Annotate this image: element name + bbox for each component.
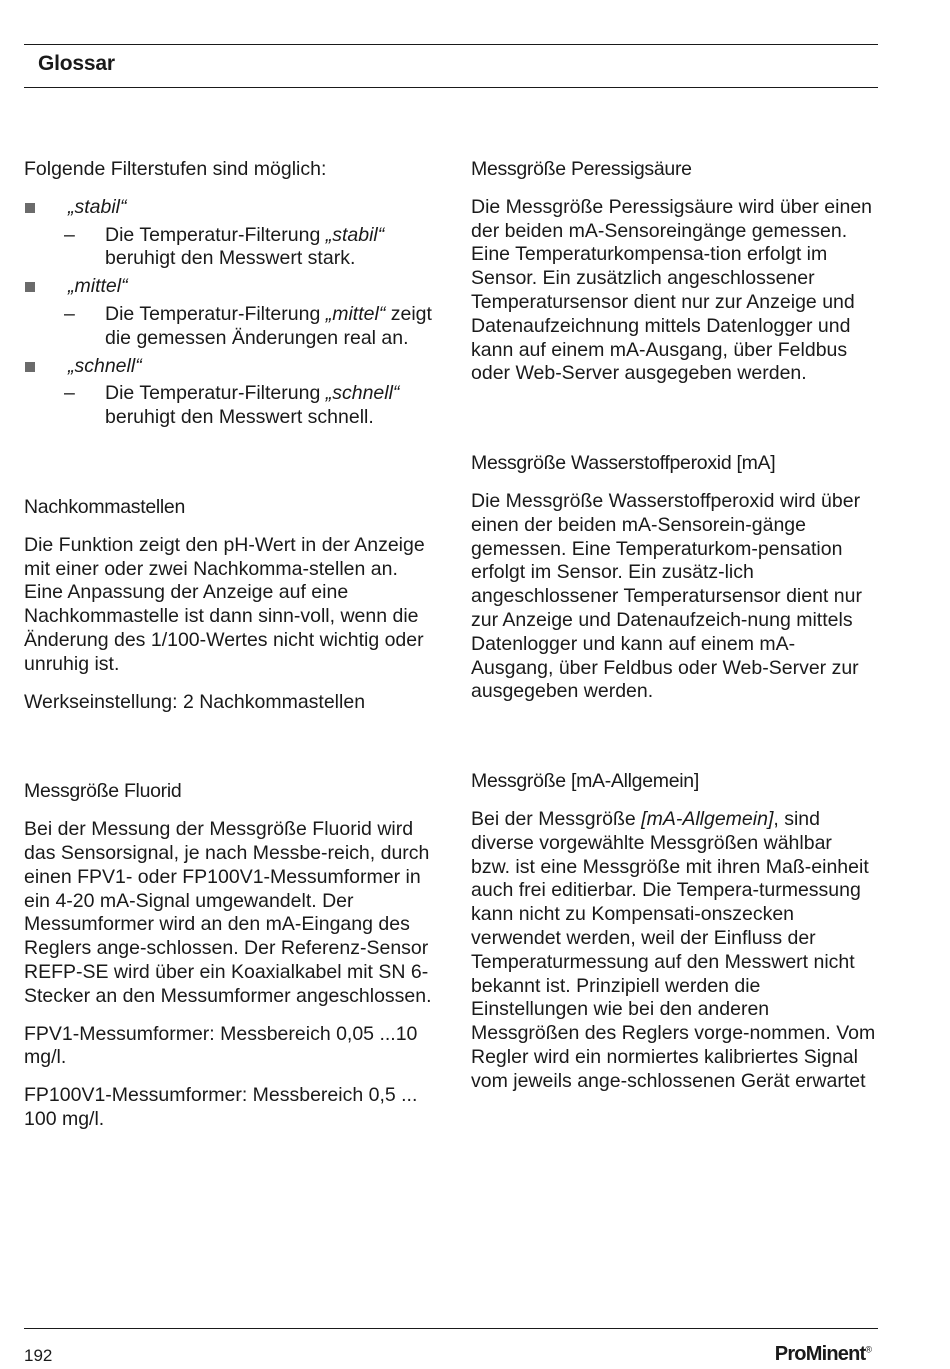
heading-fluorid: Messgröße Fluorid <box>24 780 182 803</box>
header-rule-top <box>24 44 878 45</box>
dash-bullet-icon: – <box>64 302 75 325</box>
heading-ma-allgemein: Messgröße [mA-Allgemein] <box>471 770 699 793</box>
filter-list <box>24 196 434 430</box>
nachkommastellen-default: Werkseinstellung: 2 Nachkommastellen <box>24 690 366 713</box>
square-bullet-icon <box>25 203 35 213</box>
dash-bullet-icon: – <box>64 223 75 246</box>
filter-intro: Folgende Filterstufen sind möglich: <box>24 158 327 180</box>
page-title: Glossar <box>38 52 115 75</box>
square-bullet-icon <box>25 362 35 372</box>
footer-rule <box>24 1328 878 1329</box>
heading-wasserstoffperoxid: Messgröße Wasserstoffperoxid [mA] <box>471 452 776 475</box>
nachkommastellen-text: Die Funktion zeigt den pH-Wert in der Anzeige mit einer oder zwei Nachkomma-stellen an. Eine Anpassung der Anzeige auf eine Nachkommastelle ist dann sinn-voll, wenn die Änderung des 1/100-Wertes nicht wichtig oder unruhig ist. <box>24 533 425 675</box>
ma-allgemein-text: Bei der Messgröße [mA-Allgemein], sind diverse vorgewählte Messgrößen wählbar bzw. ist eine Messgröße mit ihren Maß-einheit auch frei editierbar. Die Tempera-turmessung kann nicht zu Kompensati-onszecken verwendet werden, weil der Einfluss der Temperaturmessung auf den Messwert nicht bekannt ist. Prinzipiell werden die Einstellungen wie bei den anderen Messgrößen des Reglers vorge-nommen. Vom Regler wird ein normiertes kalibriertes Signal vom jeweils ange-schlossenen Gerät erwartet <box>471 807 876 1092</box>
heading-peressigsaeure: Messgröße Peressigsäure <box>471 158 692 180</box>
fluorid-range-fpv1: FPV1-Messumformer: Messbereich 0,05 ...10 mg/l. <box>24 1022 418 1069</box>
filter-desc-mittel: – Die Temperatur-Filterung „mittel“ zeigt die gemessen Änderungen real an. <box>64 302 432 349</box>
header-rule-bottom <box>24 87 878 88</box>
filter-desc-schnell: – Die Temperatur-Filterung „schnell“ beruhigt den Messwert schnell. <box>64 382 400 429</box>
filter-item-stabil <box>24 196 434 220</box>
filter-desc-stabil: – Die Temperatur-Filterung „stabil“ beruhigt den Messwert stark. <box>64 223 385 270</box>
dash-bullet-icon: – <box>64 382 75 405</box>
filter-item-mittel <box>24 275 434 299</box>
page-number: 192 <box>24 1346 53 1365</box>
fluorid-text: Bei der Messung der Messgröße Fluorid wird das Sensorsignal, je nach Messbe-reich, durch einen FPV1- oder FP100V1-Messumformer in ein 4-20 mA-Signal umgewandelt. Der Messumformer wird an den mA-Eingang des Reglers ange-schlossen. Der Referenz-Sensor REFP-SE wird über ein Koaxialkabel mit SN 6-Stecker an den Messumformer angeschlossen. <box>24 818 432 1007</box>
wasserstoffperoxid-text: Die Messgröße Wasserstoffperoxid wird über einen der beiden mA-Sensorein-gänge gemessen. Eine Temperaturkom-pensation erfolgt im Sensor. Ein zusätz-lich angeschlossener Temperatursensor dient nur zur Anzeige und Datenaufzeich-nung mittels Datenlogger und kann auf einem mA-Ausgang, über Feldbus oder Web-Server zur ausgegeben werden. <box>471 489 862 703</box>
filter-item-schnell <box>24 355 434 379</box>
fluorid-range-fp100v1: FP100V1-Messumformer: Messbereich 0,5 ... 100 mg/l. <box>24 1084 418 1130</box>
filter-name: „mittel“ <box>68 275 128 298</box>
right-column <box>471 158 876 1108</box>
square-bullet-icon <box>25 282 35 292</box>
filter-name: „stabil“ <box>68 195 127 218</box>
left-column <box>24 158 434 1146</box>
heading-nachkommastellen: Nachkommastellen <box>24 495 186 518</box>
peressigsaeure-text: Die Messgröße Peressigsäure wird über einen der beiden mA-Sensoreingänge gemessen. Eine Temperaturkompensa-tion erfolgt im Sensor. Ein zusätzlich angeschlossener Temperatursensor dient nur zur Anzeige und Datenaufzeichnung mittels Datenlogger und kann auf einem mA-Ausgang, über Feldbus oder Web-Server ausgegeben werden. <box>471 195 873 385</box>
filter-name: „schnell“ <box>68 354 142 377</box>
prominent-logo: ProMinent® <box>774 1343 872 1365</box>
